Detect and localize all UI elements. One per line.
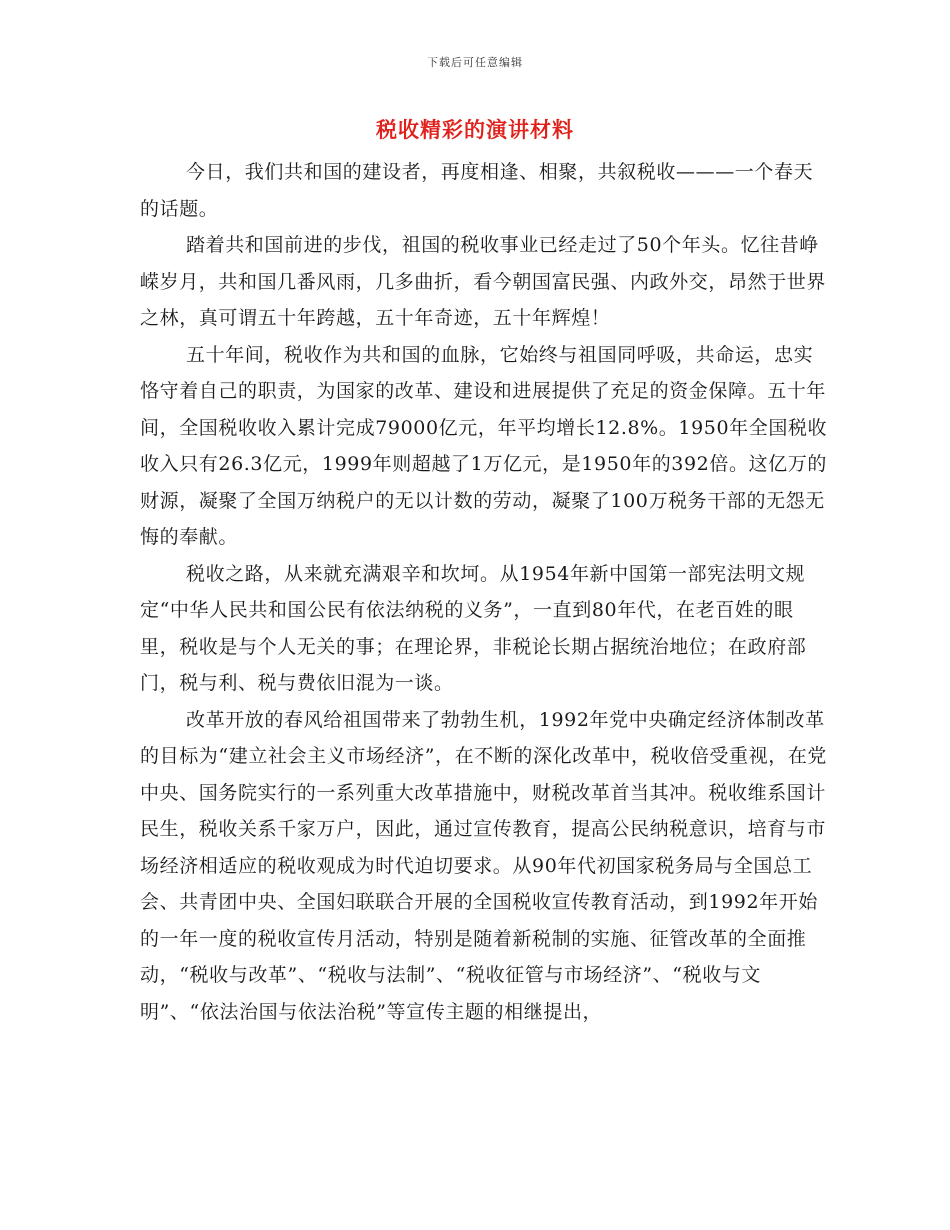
header-note: 下载后可任意编辑 [427, 56, 523, 69]
paragraph-text: 五十年间，税收作为共和国的血脉，它始终与祖国同呼吸，共命运，忠实恪守着自己的职责，为国家的改革、建设和进展提供了充足的资金保障。五十年间，全国税收收入累计完成79000亿元，年平均增长12.8%。1950年全国税收收入只有26.3亿元，1999年则超越了1万亿元，是1950年的392倍。这亿万的财源，凝聚了全国万纳税户的无以计数的劳动，凝聚了100万税务干部的无怨无悔的奉献。 [140, 343, 828, 548]
document-title: 税收精彩的演讲材料 [376, 117, 574, 142]
paragraph-2 [140, 227, 830, 337]
document-body [140, 154, 830, 1030]
paragraph-text: 税收之路，从来就充满艰辛和坎坷。从1954年新中国第一部宪法明文规定“中华人民共和国公民有依法纳税的义务”，一直到80年代，在老百姓的眼里，税收是与个人无关的事；在理论界，非税论长期占据统治地位；在政府部门，税与利、税与费依旧混为一谈。 [140, 562, 807, 694]
paragraph-5 [140, 702, 830, 1031]
paragraph-text: 踏着共和国前进的步伐，祖国的税收事业已经走过了50个年头。忆往昔峥嵘岁月，共和国几番风雨，几多曲折，看今朝国富民强、内政外交，昂然于世界之林，真可谓五十年跨越，五十年奇迹，五十年辉煌！ [140, 234, 827, 329]
paragraph-4 [140, 556, 830, 702]
paragraph-text: 今日，我们共和国的建设者，再度相逢、相聚，共叙税收———一个春天的话题。 [140, 161, 814, 220]
paragraph-3 [140, 337, 830, 556]
paragraph-1 [140, 154, 830, 227]
paragraph-text: 改革开放的春风给祖国带来了勃勃生机，1992年党中央确定经济体制改革的目标为“建立社会主义市场经济”，在不断的深化改革中，税收倍受重视，在党中央、国务院实行的一系列重大改革措施中，财税改革首当其冲。税收维系国计民生，税收关系千家万户，因此，通过宣传教育，提高公民纳税意识，培育与市场经济相适应的税收观成为时代迫切要求。从90年代初国家税务局与全国总工会、共青团中央、全国妇联联合开展的全国税收宣传教育活动，到1992年开始的一年一度的税收宣传月活动，特别是随着新税制的实施、征管改革的全面推动，“税收与改革”、“税收与法制”、“税收征管与市场经济”、“税收与文明”、“依法治国与依法治税”等宣传主题的相继提出， [140, 708, 828, 1023]
